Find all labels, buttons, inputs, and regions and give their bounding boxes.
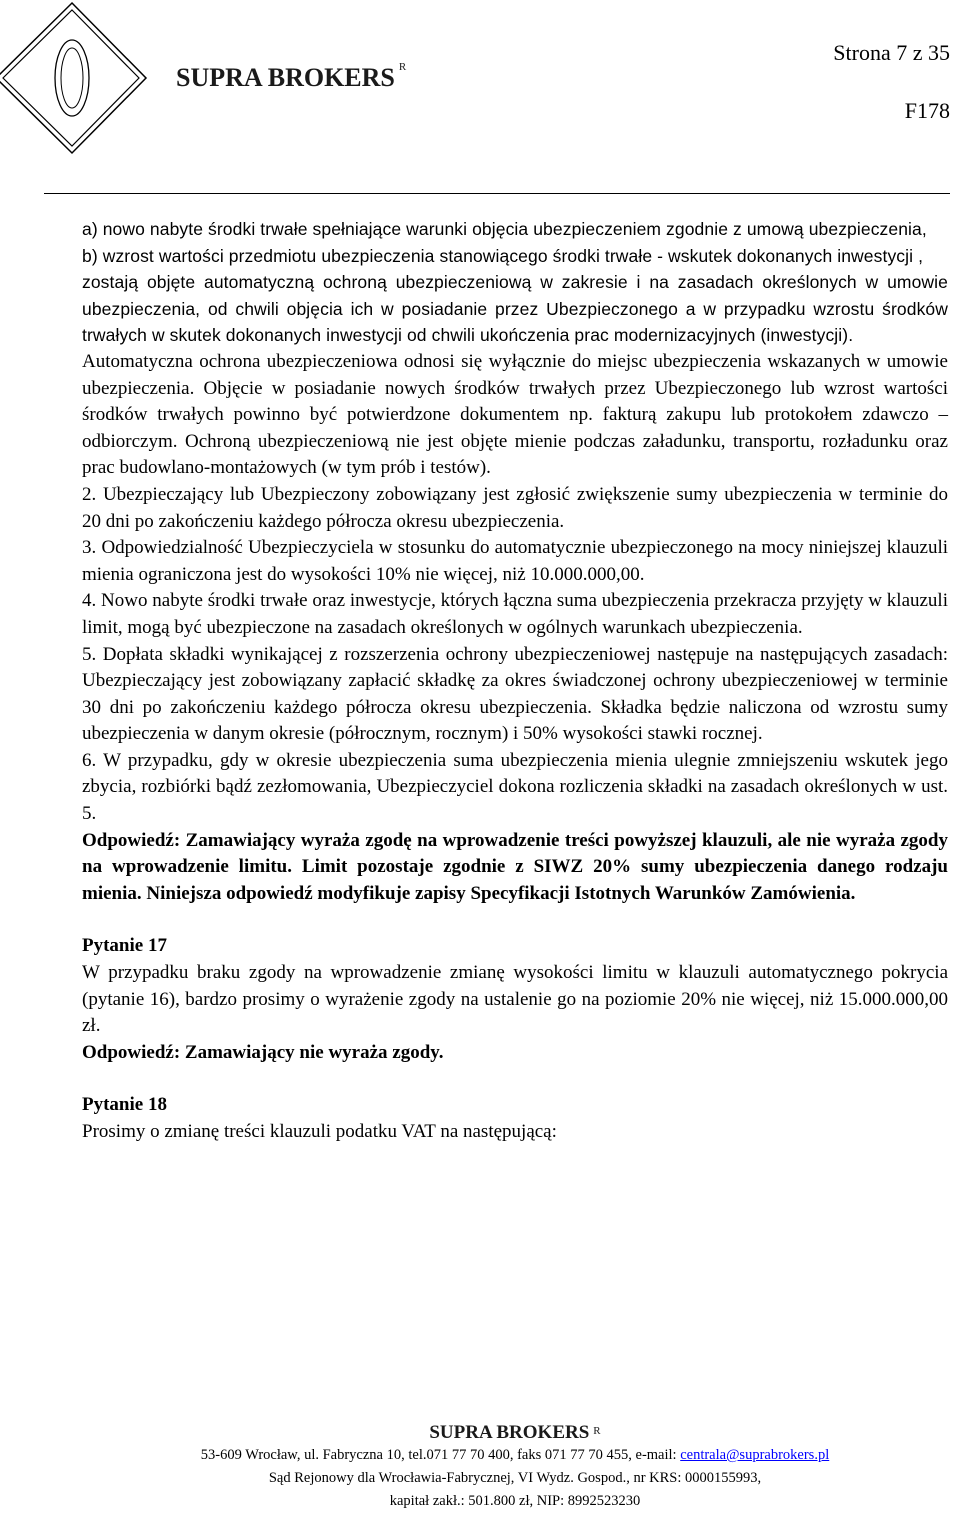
paragraph: 2. Ubezpieczający lub Ubezpieczony zobowiązany jest zgłosić zwiększenie sumy ubezpieczenia w terminie do 20 dni po zakończeniu każdego półrocza okresu ubezpieczenia. (82, 483, 948, 532)
footer-address: 53-609 Wrocław, ul. Fabryczna 10, tel.071 77 70 400, faks 071 77 70 455, e-mail: (200, 1447, 681, 1463)
page-footer (80, 1422, 950, 1513)
paragraph: 3. Odpowiedzialność Ubezpieczyciela w stosunku do automatycznie ubezpieczonego na mocy niniejszej klauzuli mienia ograniczona jest do wysokości 10% nie więcej, niż 10.000.000,00. (82, 537, 948, 585)
paragraph: b) wzrost wartości przedmiotu ubezpieczenia stanowiącego środki trwałe - wskutek dokonanych inwestycji , (82, 245, 924, 266)
registered-mark: R (398, 61, 407, 73)
brand-name (176, 63, 406, 93)
footer-court-line: Sąd Rejonowy dla Wrocławia-Fabrycznej, VI Wydz. Gospod., nr KRS: 0000155993, (268, 1470, 762, 1486)
footer-brand (80, 1422, 950, 1444)
footer-registered-mark: R (593, 1425, 601, 1437)
document-body (82, 216, 948, 1146)
paragraph: 4. Nowo nabyte środki trwałe oraz inwestycje, których łączna suma ubezpieczenia przekracza przyjęty w klauzuli limit, mogą być ubezpieczone na zasadach określonych w ogólnych warunkach ubezpieczenia. (82, 590, 948, 638)
email-link[interactable]: centrala@suprabrokers.pl (680, 1447, 830, 1463)
paragraph: Prosimy o zmianę treści klauzuli podatku VAT na następującą: (82, 1121, 557, 1142)
footer-address-line (80, 1444, 950, 1467)
diamond-logo-icon (0, 0, 150, 170)
paragraph: a) nowo nabyte środki trwałe spełniające warunki objęcia ubezpieczeniem zgodnie z umową ubezpieczenia, (82, 219, 927, 239)
footer-brand-text: SUPRA BROKERS (429, 1422, 590, 1443)
page-number: Strona 7 z 35 (833, 40, 950, 65)
footer-capital-line: kapitał zakł.: 501.800 zł, NIP: 8992523230 (389, 1493, 641, 1509)
paragraph: 6. W przypadku, gdy w okresie ubezpieczenia suma ubezpieczenia mienia ulegnie zmniejszeniu wskutek jego zbycia, rozbiórki bądź zezłomowania, Ubezpieczyciel dokona rozliczenia składki na zasadach określonych w ust. 5. (82, 749, 948, 825)
question-heading: Pytanie 17 (82, 935, 167, 957)
document-code: F178 (904, 98, 950, 123)
question-heading: Pytanie 18 (82, 1094, 167, 1116)
paragraph: zostają objęte automatyczną ochroną ubezpieczeniową w zakresie i na zasadach określonych w umowie ubezpieczenia, od chwili objęcia ich w posiadanie przez Ubezpieczonego a w przypadku wzrostu środków trwałych w skutek dokonanych inwestycji od chwili ukończenia prac modernizacyjnych (inwestycji). (82, 272, 948, 346)
paragraph: W przypadku braku zgody na wprowadzenie zmianę wysokości limitu w klauzuli automatycznego pokrycia (pytanie 16), bardzo prosimy o wyrażenie zgody na ustalenie go na poziomie 20% nie więcej, niż 15.000.000,00 zł. (82, 962, 948, 1037)
paragraph: Automatyczna ochrona ubezpieczeniowa odnosi się wyłącznie do miejsc ubezpieczenia wskazanych w umowie ubezpieczenia. Objęcie w posiadanie nowych środków trwałych przez Ubezpieczonego lub wzrost wartości środków trwałych powinno być potwierdzone dokumentem np. fakturą zakupu lub protokołem zdawczo – odbiorczym. Ochroną ubezpieczeniową nie jest objęte mienie podczas załadunku, transportu, rozładunku oraz prac budowlano-montażowych (w tym prób i testów). (82, 350, 948, 479)
brand-text: SUPRA BROKERS (176, 63, 395, 92)
answer-paragraph: Odpowiedź: Zamawiający wyraża zgodę na wprowadzenie treści powyższej klauzuli, ale nie wyraża zgody na wprowadzenie limitu. Limit pozostaje zgodnie z SIWZ 20% sumy ubezpieczenia danego rodzaju mienia. Niniejsza odpowiedź modyfikuje zapisy Specyfikacji Istotnych Warunków Zamówienia. (82, 829, 948, 904)
header-divider (44, 193, 950, 194)
answer-paragraph: Odpowiedź: Zamawiający nie wyraża zgody. (82, 1041, 444, 1063)
paragraph: 5. Dopłata składki wynikającej z rozszerzenia ochrony ubezpieczeniowej następuje na następujących zasadach: Ubezpieczający jest zobowiązany zapłacić składkę za okres świadczonej ochrony ubezpieczeniowej w terminie 30 dni po zakończeniu każdego półrocza okresu ubezpieczenia. Składka będzie naliczona od wzrostu sumy ubezpieczenia w danym okresie (półrocznym, rocznym) i 50% wysokości stawki rocznej. (82, 643, 948, 745)
